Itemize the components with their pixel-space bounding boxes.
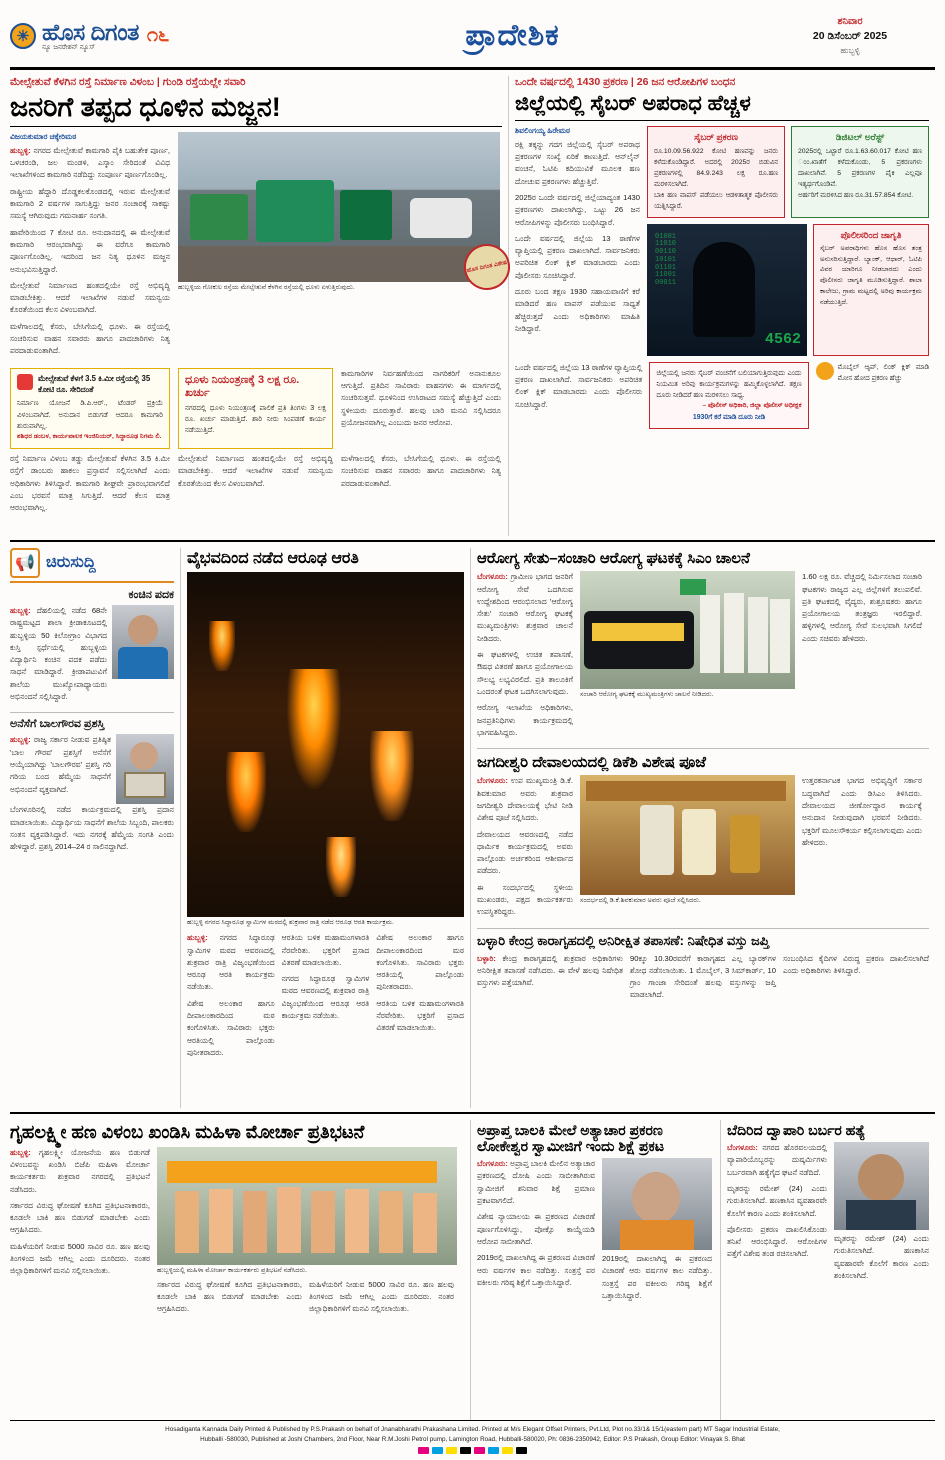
info-box-2: ಧೂಳು ನಿಯಂತ್ರಣಕ್ಕೆ 3 ಲಕ್ಷ ರೂ. ಖರ್ಚು ನಗರದಲ್ಲಿ ಧೂಳು ನಿಯಂತ್ರಣಕ್ಕೆ ಪಾಲಿಕೆ ಪ್ರತಿ ತಿಂಗಳು 3 ಲಕ್ಷ ರೂ. ಖರ್ಚು ಮಾಡುತ್ತಿದೆ. ಶಾರಿ ನೀರು ಸಿಂಪಡಣೆ ಕಾರ್ಯ ನಡೆಯುತ್ತಿದೆ.: [178, 368, 333, 449]
weekday: ಶನಿವಾರ: [837, 15, 863, 27]
swamiji-photo: [602, 1158, 712, 1250]
info-box-1: ಮೇಲ್ಸೇತುವೆ ಕೆಳಗೆ 3.5 ಕಿ.ಮೀ ರಸ್ತೆಯಲ್ಲಿ 35 ಕೋಟಿ ರೂ. ಸೇರಿದಂತೆ ನಿರ್ಮಾಣ ಯೋಜನೆ ಡಿ.ಪಿ.ಆರ್., ಟೆಂಡರ್ ಪ್ರಕ್ರಿಯೆ ವಿಳಂಬವಾಗಿದೆ. ಅನುದಾನ ಬಿಡುಗಡೆ ಆದರೂ ಕಾಮಗಾರಿ ಶುರುವಾಗಿಲ್ಲ. ಶಶಿಧರ ಡಂಬಳ, ಕಾರ್ಯಪಾಲಕ ಇಂಜಿನಿಯರ್, ಸಿದ್ಧಾರೂಢ ನಿಗಮ ಲಿ.: [10, 368, 170, 449]
arathi-caption: ಹುಬ್ಬಳ್ಳಿ ನಗರದ ಸಿದ್ಧಾರೂಢ ಸ್ವಾಮಿಗಳ ಮಠದಲ್ಲಿ ಶುಕ್ರವಾರ ರಾತ್ರಿ ನಡೆದ ಆರೂಢ ಆರತಿ ಕಾರ್ಯಕ್ರಮ.: [187, 919, 394, 927]
arathi-story: ವೈಭವದಿಂದ ನಡೆದ ಆರೂಢ ಆರತಿ ಹುಬ್ಬಳ್ಳಿ ನಗರದ ಸಿದ್ಧಾರೂಢ ಸ್ವಾಮಿಗಳ ಮಠದಲ್ಲಿ ಶುಕ್ರವಾರ ರಾತ್ರಿ ನಡೆದ ಆರೂಢ ಆರತಿ ಕಾರ್ಯಕ್ರಮ. ಹುಬ್ಬಳ್ಳಿ: ನಗರದ ಸಿದ್ಧಾರೂಢ ಸ್ವಾಮಿಗಳ ಮಠದ ಆವರಣದಲ್ಲಿ ಶುಕ್ರವಾರ ರಾತ್ರಿ ವಿಜೃಂಭಣೆಯಿಂದ ಆರೂಢ ಆರತಿ ಕಾರ್ಯಕ್ರಮ ನಡೆಯಿತು. ವಿಶೇಷ ಅಲಂಕಾರ ಹಾಗೂ ದೀಪಾಲಂಕಾರದಿಂದ ಮಠ ಕಂಗೊಳಿಸಿತು. ಸಾವಿರಾರು ಭಕ್ತರು ಆರತಿಯಲ್ಲಿ ಪಾಲ್ಗೊಂಡು ಪುನೀತರಾದರು. ಆರತಿಯ ಬಳಿಕ ಮಹಾಮಂಗಳಾರತಿ ನೆರವೇರಿತು. ಭಕ್ತರಿಗೆ ಪ್ರಸಾದ ವಿತರಣೆ ಮಾಡಲಾಯಿತು. ನಗರದ ಸಿದ್ಧಾರೂಢ ಸ್ವಾಮಿಗಳ ಮಠದ ಆವರಣದಲ್ಲಿ ಶುಕ್ರವಾರ ರಾತ್ರಿ ವಿಜೃಂಭಣೆಯಿಂದ ಆರೂಢ ಆರತಿ ಕಾರ್ಯಕ್ರಮ ನಡೆಯಿತು. ವಿಶೇಷ ಅಲಂಕಾರ ಹಾಗೂ ದೀಪಾಲಂಕಾರದಿಂದ ಮಠ ಕಂಗೊಳಿಸಿತು. ಸಾವಿರಾರು ಭಕ್ತರು ಆರತಿಯಲ್ಲಿ ಪಾಲ್ಗೊಂಡು ಪುನೀತರಾದರು. ಆರತಿಯ ಬಳಿಕ ಮಹಾಮಂಗಳಾರತಿ ನೆರವೇರಿತು. ಭಕ್ತರಿಗೆ ಪ್ರಸಾದ ವಿತರಣೆ ಮಾಡಲಾಯಿತು.: [180, 548, 470, 1108]
temple-photo: [580, 775, 795, 895]
cyber-stat-box-2: ಡಿಜಿಟಲ್ ಅರೆಸ್ಟ್ 2025ರಲ್ಲಿ ಒಟ್ಟಾರೆ ರೂ.1.63.60.017 ಕೋಟಿ ಹಣ ಂಂ.ಖಾತೆಗೆ ಕಳೆದುಕೊಂಡು, 5 ಪ್ರಕರಣಗಳು ದಾಖಲಾಗಿವೆ. 5 ಪ್ರಕರಣಗಳ ಪೈಕಿ ಎಲ್ಲವೂ ಇತ್ಯರ್ಥಗೊಂಡಿವೆ. ಅರ್ಹರಿಗೆ ಮರಳಿಸಿದ ಹಣ ರೂ.31.57.854 ಕೋಟಿ.: [791, 126, 929, 218]
cyber-photo: 01001 11010 00110 10101 01101 11001 00011 4562: [647, 224, 807, 356]
cyber-kicker: ಒಂದೇ ವರ್ಷದಲ್ಲಿ 1430 ಪ್ರಕರಣ | 26 ಜನ ಆರೋಪಿಗಳ ಬಂಧನ: [515, 76, 736, 88]
warning-icon: [816, 362, 834, 380]
special-seal-icon: ಹೊಸ ದಿಗಂತ ವಿಶೇಷ: [460, 240, 515, 295]
arathi-photo: [187, 572, 464, 917]
temple-headline: ಜಗದೀಶ್ವರಿ ದೇವಾಲಯದಲ್ಲಿ ಡಿಕೆಶಿ ವಿಶೇಷ ಪೂಜೆ: [477, 754, 706, 772]
protest-caption: ಹುಬ್ಬಳ್ಳಿಯಲ್ಲಿ ಮಹಿಳಾ ಮೋರ್ಚಾ ಕಾರ್ಯಕರ್ತರು ಪ್ರತಿಭಟನೆ ನಡೆಸಿದರು.: [157, 1266, 307, 1274]
cyber-body: ರಕ್ಷಿ ತಕ್ಕನ್ನು ಗದಗ ಜಿಲ್ಲೆಯಲ್ಲಿ ಸೈಬರ್ ಅಪರಾಧ ಪ್ರಕರಣಗಳ ಸಂಖ್ಯೆ ಏರಿಕೆ ಕಾಣುತ್ತಿದೆ. ಆನ್‌ಲೈನ್ ವಂಚನೆ, ಓಟಿಪಿ ಕದಿಯುವಿಕೆ ಮೂಲಕ ಹಣ ದೋಚುವ ಪ್ರಕರಣಗಳು ಹೆಚ್ಚುತ್ತಿವೆ. 2025ರ ಒಂದೇ ವರ್ಷದಲ್ಲಿ ಜಿಲ್ಲೆಯಾದ್ಯಂತ 1430 ಪ್ರಕರಣಗಳು ದಾಖಲಾಗಿದ್ದು, ಒಟ್ಟು 26 ಜನ ಆರೋಪಿಗಳನ್ನು ಪೊಲೀಸರು ಬಂಧಿಸಿದ್ದಾರೆ. ಒಂದೇ ವರ್ಷದಲ್ಲಿ ಜಿಲ್ಲೆಯ 13 ಠಾಣೆಗಳ ವ್ಯಾಪ್ತಿಯಲ್ಲಿ ಪ್ರಕರಣ ದಾಖಲಾಗಿದೆ. ಸಾರ್ವಜನಿಕರು ಅಪರಿಚಿತ ಲಿಂಕ್ ಕ್ಲಿಕ್ ಮಾಡಬಾರದು ಎಂದು ಪೊಲೀಸರು ಸೂಚಿಸಿದ್ದಾರೆ. ದೂರು ಬಂದ ತಕ್ಷಣ 1930 ಸಹಾಯವಾಣಿಗೆ ಕರೆ ಮಾಡಿದರೆ ಹಣ ವಾಪಸ್ ಪಡೆಯುವ ಸಾಧ್ಯತೆ ಹೆಚ್ಚಿರುತ್ತದೆ ಎಂದು ಅಧಿಕಾರಿಗಳು ಮಾಹಿತಿ ನೀಡಿದ್ದಾರೆ.: [515, 139, 640, 333]
temple-caption: ಸಂದರ್ಭದಲ್ಲಿ ಡಿ.ಕೆ.ಶಿವಕುಮಾರ ಅವರು ಪೂಜೆ ಸಲ್ಲಿಸಿದರು.: [580, 897, 701, 905]
chirusuddi-item-2-extra: ಬೆಂಗಳೂರಿನಲ್ಲಿ ನಡೆದ ಕಾರ್ಯಕ್ರಮದಲ್ಲಿ ಪ್ರಶಸ್ತಿ ಪ್ರದಾನ ಮಾಡಲಾಯಿತು. ವಿದ್ಯಾರ್ಥಿಯ ಸಾಧನೆಗೆ ಶಾಲೆಯ ಸಿಬ್ಬಂದಿ, ಪಾಲಕರು ಸಂತಸ ವ್ಯಕ್ತಪಡಿಸಿದ್ದಾರೆ. ಇದು ನಗರಕ್ಕೆ ಹೆಮ್ಮೆಯ ಸಂಗತಿ ಎಂದು ಹೇಳಿದ್ದಾರೆ. ಪ್ರಶಸ್ತಿ 2014–24 ರ ಸಾಲಿನದ್ದಾಗಿದೆ.: [10, 805, 174, 852]
lead-byline: ವಿಜಯಕುಮಾರ ಚಕ್ಕೇರಿಮಠ: [10, 131, 77, 141]
bottom-band: [10, 1120, 935, 1420]
color-registration-bar: [10, 1447, 935, 1454]
page-number: ೧೬: [146, 24, 170, 46]
lead-body-col1: ಹುಬ್ಬಳ್ಳಿ: ನಗರದ ಮೇಲ್ಸೇತುವೆ ಕಾಮಗಾರಿ ಪೈಕಿ ಬಹುತೇಕ ಪೂರ್ಣ, ಒಳಚರಂಡಿ, ಜಲ ಮಂಡಳಿ, ಎಸ್ಕಾಂ ಸೇರಿದಂತೆ ವಿವಿಧ ಇಲಾಖೆಗಳಿಂದ ಕಾಮಗಾರಿ ನಡೆದಿದ್ದು ಸಂಪೂರ್ಣ ಪೂರ್ಣಗೊಂಡಿಲ್ಲ. ರಾಷ್ಟ್ರೀಯ ಹೆದ್ದಾರಿ ದೊಡ್ಡಕಲಕೊಂಡದಲ್ಲಿ ಇರುವ ಮೇಲ್ಸೇತುವೆ ಕಾಮಗಾರಿ 2 ವರ್ಷಗಳ ಸಾಗುತ್ತಿದ್ದು ಜನರ ಸಂಚಾರಕ್ಕೆ ಸಾಕಷ್ಟು ಸಮಸ್ಯೆ ಆಗಿರುವುದು ಗಮನಾರ್ಹ ಸಂಗತಿ. ಹಾವೇರಿಯಿಂದ 7 ಕೋಟಿ ರೂ. ಅನುದಾನದಲ್ಲಿ ಈ ಮೇಲ್ಸೇತುವೆ ಕಾಮಗಾರಿ ಆರಂಭವಾಗಿದ್ದು ಈ ವರೆಗೂ ಕಾಮಗಾರಿ ಪೂರ್ಣಗೊಂಡಿಲ್ಲ. ಇದರಿಂದ ಜನ ನಿತ್ಯ ಧೂಳಿನ ಮಜ್ಜನ ಅನುಭವಿಸುತ್ತಿದ್ದಾರೆ. ಮೇಲ್ಸೇತುವೆ ನಿರ್ಮಾಣದ ಹಂತದಲ್ಲಿಯೇ ರಸ್ತೆ ಅಭಿವೃದ್ಧಿ ಮಾಡಬೇಕಿತ್ತು. ಆದರೆ ಇಲಾಖೆಗಳ ನಡುವೆ ಸಮನ್ವಯ ಕೊರತೆಯಿಂದ ಕೆಲಸ ವಿಳಂಬವಾಗಿದೆ. ಮಳೆಗಾಲದಲ್ಲಿ ಕೆಸರು, ಬೇಸಿಗೆಯಲ್ಲಿ ಧೂಳು. ಈ ರಸ್ತೆಯಲ್ಲಿ ಸಂಚರಿಸುವ ವಾಹನ ಸವಾರರು ಹಾಗೂ ಪಾದಚಾರಿಗಳು ನಿತ್ಯ ಪರದಾಡುವಂತಾಗಿದೆ.: [10, 145, 170, 356]
cyber-extra-col: ಒಂದೇ ವರ್ಷದಲ್ಲಿ ಜಿಲ್ಲೆಯ 13 ಠಾಣೆಗಳ ವ್ಯಾಪ್ತಿಯಲ್ಲಿ ಪ್ರಕರಣ ದಾಖಲಾಗಿದೆ. ಸಾರ್ವಜನಿಕರು ಅಪರಿಚಿತ ಲಿಂಕ್ ಕ್ಲಿಕ್ ಮಾಡಬಾರದು ಎಂದು ಪೊಲೀಸರು ಸೂಚಿಸಿದ್ದಾರೆ.: [515, 362, 643, 409]
date-block: [765, 15, 935, 57]
lokesh-headline: ಅಪ್ರಾಪ್ತ ಬಾಲಕಿ ಮೇಲೆ ಅತ್ಯಾಚಾರ ಪ್ರಕರಣ ಲೋಕೇಶ್ವರ ಸ್ವಾಮೀಜಿಗೆ ಇಂದು ಶಿಕ್ಷೆ ಪ್ರಕಟ: [477, 1122, 665, 1155]
footer-line-1: Hosadiganta Kannada Daily Printed & Published by P.S.Prakash on behalf of Jnanabharathi Prakashana Limited. Printed at M/s Elegant Offset Printers, Pvt.Ltd, Plot no.33/1& 15/1(eastern part) MT Sagar Industrial Estate,: [165, 1426, 780, 1434]
megaphone-icon: 📢: [10, 548, 40, 578]
top-band: [10, 76, 935, 536]
cyber-quote-box: ಜಿಲ್ಲೆಯಲ್ಲಿ ಜನರು ಸೈಬರ್ ವಂಚನೆಗೆ ಬಲಿಯಾಗುತ್ತಿರುವುದು ಎಂದು ನಿಯಮಿತ ಅರಿವು ಕಾರ್ಯಕ್ರಮಗಳನ್ನು ಹಮ್ಮಿಕೊಳ್ಳಲಾಗಿದೆ. ತಕ್ಷಣ ದೂರು ನೀಡಿದರೆ ಹಣ ಮರಳಿಸಲು ಸಾಧ್ಯ. – ಪೊಲೀಸ್ ಅಧಿಕಾರಿ, ಜಿಲ್ಲಾ ಪೊಲೀಸ್ ಅಧೀಕ್ಷಕ 1930ಗೆ ಕರೆ ಮಾಡಿ ದೂರು ನೀಡಿ: [649, 362, 808, 429]
chirusuddi-column: [10, 548, 180, 1108]
athlete-photo: [112, 605, 174, 679]
health-side-text: 1.60 ಲಕ್ಷ ರೂ. ವೆಚ್ಚದಲ್ಲಿ ನಿರ್ಮಿಸಲಾದ ಸಂಚಾರಿ ಘಟಕಗಳು ರಾಜ್ಯದ ಎಲ್ಲ ಜಿಲ್ಲೆಗಳಿಗೆ ತಲುಪಲಿವೆ. ಪ್ರತಿ ಘಟಕದಲ್ಲಿ ವೈದ್ಯರು, ಶುಶ್ರೂಷಕರು ಹಾಗೂ ಪ್ರಯೋಗಾಲಯ ತಂತ್ರಜ್ಞರು ಇರಲಿದ್ದಾರೆ. ಹಳ್ಳಿಗಳಲ್ಲಿ ಆರೋಗ್ಯ ಸೇವೆ ಸುಲಭವಾಗಿ ಸಿಗಲಿದೆ ಎಂದು ಸಚಿವರು ಹೇಳಿದರು.: [802, 572, 922, 643]
sun-logo-icon: ☀: [10, 23, 36, 49]
award-photo: [116, 734, 174, 804]
cyber-story: [508, 76, 935, 536]
temple-story: ಜಗದೀಶ್ವರಿ ದೇವಾಲಯದಲ್ಲಿ ಡಿಕೆಶಿ ವಿಶೇಷ ಪೂಜೆ ಬೆಂಗಳೂರು: ಉಪ ಮುಖ್ಯಮಂತ್ರಿ ಡಿ.ಕೆ. ಶಿವಕುಮಾರ ಅವರು ಶುಕ್ರವಾರ ಜಗದೀಶ್ವರಿ ದೇವಾಲಯಕ್ಕೆ ಭೇಟಿ ನೀಡಿ ವಿಶೇಷ ಪೂಜೆ ಸಲ್ಲಿಸಿದರು. ದೇವಾಲಯದ ಆವರಣದಲ್ಲಿ ನಡೆದ ಧಾರ್ಮಿಕ ಕಾರ್ಯಕ್ರಮದಲ್ಲಿ ಅವರು ಪಾಲ್ಗೊಂಡು ಅರ್ಚಕರಿಂದ ಆಶೀರ್ವಾದ ಪಡೆದರು. ಈ ಸಂದರ್ಭದಲ್ಲಿ ಸ್ಥಳೀಯ ಮುಖಂಡರು, ಪಕ್ಷದ ಕಾರ್ಯಕರ್ತರು ಉಪಸ್ಥಿತರಿದ್ದರು. ಸಂದರ್ಭದಲ್ಲಿ ಡಿ.ಕೆ.ಶಿವಕುಮಾರ ಅವರು ಪೂಜೆ ಸಲ್ಲಿಸಿದರು. ಉತ್ತರಕರ್ನಾಟಕ ಭಾಗದ ಅಭಿವೃದ್ಧಿಗೆ ಸರ್ಕಾರ ಬದ್ಧವಾಗಿದೆ ಎಂದು ಡಿಸಿಎಂ ತಿಳಿಸಿದರು. ದೇವಾಲಯದ ಜೀರ್ಣೋದ್ಧಾರ ಕಾರ್ಯಕ್ಕೆ ಅನುದಾನ ನೀಡುವುದಾಗಿ ಭರವಸೆ ನೀಡಿದರು. ಭಕ್ತರಿಗೆ ಮೂಲಸೌಕರ್ಯ ಕಲ್ಪಿಸಲಾಗುವುದು ಎಂದು ಹೇಳಿದರು.: [477, 754, 929, 923]
lead-story: [10, 76, 508, 536]
newspaper-logo[interactable]: [10, 18, 260, 51]
chirusuddi-item-1: ಕಂಚಿನ ಪದಕ ಹುಬ್ಬಳ್ಳಿ: ದೆಹಲಿಯಲ್ಲಿ ನಡೆದ 68ನೇ ರಾಷ್ಟ್ರಮಟ್ಟದ ಶಾಲಾ ಕ್ರೀಡಾಕೂಟದಲ್ಲಿ ಹುಬ್ಬಳ್ಳಿಯ 50 ಕಿಲೋಗ್ರಾಂ ವಿಭಾಗದ ಕುಸ್ತಿ ಸ್ಪರ್ಧೆಯಲ್ಲಿ ಹುಬ್ಬಳ್ಳಿಯ ವಿದ್ಯಾರ್ಥಿನಿ ಕಂಚಿನ ಪದಕ ಪಡೆದು ಸಾಧನೆ ಮಾಡಿದ್ದಾರೆ. ಕ್ರೀಡಾಪಟುವಿಗೆ ಶಾಲೆಯ ಮುಖ್ಯೋಪಾಧ್ಯಾಯರು ಅಭಿನಂದನೆ ಸಲ್ಲಿಸಿದ್ದಾರೆ.: [10, 589, 174, 702]
thief-headline: ಬೆದಿರಿದ ದ್ವಾಪಾರಿ ಬರ್ಬರ ಹತ್ಯೆ: [727, 1122, 866, 1138]
footer-line-2: Hubballi -580030, Published at Joshi Chambers, 2nd Floor, Near R.M.Joshi Petrol pump, Lamington Road, Hubballi-580020, Ph: 0836-2350942, Editor: P.S Prakash, Group Editor: Vinayak S. Bhat: [200, 1435, 745, 1443]
logo-title: ಹೊಸ ದಿಗಂತ: [42, 18, 139, 45]
lead-kicker: ಮೇಲ್ಸೇತುವೆ ಕೆಳಗಿನ ರಸ್ತೆ ನಿರ್ಮಾಣ ವಿಳಂಬ | ಗುಂಡಿ ರಸ್ತೆಯಲ್ಲೇ ಸವಾರಿ: [10, 76, 246, 88]
lead-subcol-2: ರಸ್ತೆ ನಿರ್ಮಾಣ ವಿಳಂಬ ತಡ್ಡು ಮೇಲ್ಸೇತುವೆ ಕೆಳಗಿನ 3.5 ಕಿ.ಮೀ ರಸ್ತೆಗೆ ಡಾಂಬರು ಹಾಕಲು ಪ್ರಸ್ತಾವನೆ ಸಲ್ಲಿಸಲಾಗಿದೆ ಎಂದು ಅಧಿಕಾರಿಗಳು ತಿಳಿಸಿದ್ದಾರೆ. ಕಾಮಗಾರಿ ಶೀಘ್ರವೇ ಪ್ರಾರಂಭವಾಗಲಿದೆ ಎಂಬ ಭರವಸೆ ಮಾತ್ರ ಸಿಗುತ್ತಿದೆ. ಆದರೆ ಕೆಲಸ ಮಾತ್ರ ಆರಂಭವಾಗಿಲ್ಲ.: [10, 454, 170, 513]
logo-subtitle: ನ್ಯೂ ಜನರೇಶನ್ ನ್ಯೂಸ್: [42, 43, 96, 51]
lokesh-story: ಅಪ್ರಾಪ್ತ ಬಾಲಕಿ ಮೇಲೆ ಅತ್ಯಾಚಾರ ಪ್ರಕರಣ ಲೋಕೇಶ್ವರ ಸ್ವಾಮೀಜಿಗೆ ಇಂದು ಶಿಕ್ಷೆ ಪ್ರಕಟ ಬೆಂಗಳೂರು: ಅಪ್ರಾಪ್ತ ಬಾಲಕಿ ಮೇಲಿನ ಅತ್ಯಾಚಾರ ಪ್ರಕರಣದಲ್ಲಿ ದೋಷಿ ಎಂದು ಸಾಬೀತಾಗಿರುವ ಸ್ವಾಮೀಜಿಗೆ ಶನಿವಾರ ಶಿಕ್ಷೆ ಪ್ರಮಾಣ ಪ್ರಕಟವಾಗಲಿದೆ. ವಿಶೇಷ ನ್ಯಾಯಾಲಯ ಈ ಪ್ರಕರಣದ ವಿಚಾರಣೆ ಪೂರ್ಣಗೊಳಿಸಿದ್ದು, ಪೋಕ್ಸೊ ಕಾಯ್ದೆಯಡಿ ಆರೋಪ ಸಾಬೀತಾಗಿದೆ. 2019ರಲ್ಲಿ ದಾಖಲಾಗಿದ್ದ ಈ ಪ್ರಕರಣದ ವಿಚಾರಣೆ ಆರು ವರ್ಷಗಳ ಕಾಲ ನಡೆದಿತ್ತು. ಸಂತ್ರಸ್ತೆ ಪರ ವಕೀಲರು ಗರಿಷ್ಠ ಶಿಕ್ಷೆಗೆ ಒತ್ತಾಯಿಸಿದ್ದಾರೆ. 2019ರಲ್ಲಿ ದಾಖಲಾಗಿದ್ದ ಈ ಪ್ರಕರಣದ ವಿಚಾರಣೆ ಆರು ವರ್ಷಗಳ ಕಾಲ ನಡೆದಿತ್ತು. ಸಂತ್ರಸ್ತೆ ಪರ ವಕೀಲರು ಗರಿಷ್ಠ ಶಿಕ್ಷೆಗೆ ಒತ್ತಾಯಿಸಿದ್ದಾರೆ.: [470, 1120, 720, 1420]
lead-headline: ಜನರಿಗೆ ತಪ್ಪದ ಧೂಳಿನ ಮಜ್ಜನ!: [10, 91, 281, 122]
cyber-headline: ಜಿಲ್ಲೆಯಲ್ಲಿ ಸೈಬರ್ ಅಪರಾಧ ಹೆಚ್ಚಳ: [515, 91, 751, 115]
lead-subcol-1: ಕಾಮಗಾರಿಗಳ ನಿರ್ವಹಣೆಯಿಂದ ನಾಗರಿಕರಿಗೆ ಅನಾನುಕೂಲ ಆಗುತ್ತಿದೆ. ಪ್ರತಿದಿನ ಸಾವಿರಾರು ವಾಹನಗಳು ಈ ಮಾರ್ಗದಲ್ಲಿ ಸಂಚರಿಸುತ್ತವೆ. ಧೂಳಿನಿಂದ ಉಸಿರಾಟದ ಸಮಸ್ಯೆ ಹೆಚ್ಚುತ್ತಿದೆ ಎಂದು ಸ್ಥಳೀಯರು ದೂರುತ್ತಾರೆ. ಹಲವು ಬಾರಿ ಮನವಿ ಸಲ್ಲಿಸಿದರೂ ಪ್ರಯೋಜನವಾಗಿಲ್ಲ ಎಂಬುದು ಜನರ ಆರೋಪ.: [341, 368, 501, 427]
lead-dateline: ಹುಬ್ಬಳ್ಳಿ:: [10, 145, 31, 155]
date: 20 ಡಿಸೆಂಬರ್ 2025: [812, 29, 888, 42]
thief-story: ಬೆದಿರಿದ ದ್ವಾಪಾರಿ ಬರ್ಬರ ಹತ್ಯೆ ಬೆಂಗಳೂರು: ನಗರದ ಹೊರವಲಯದಲ್ಲಿ ವ್ಯಾಪಾರಿಯೊಬ್ಬರನ್ನು ದುಷ್ಕರ್ಮಿಗಳು ಬರ್ಬರವಾಗಿ ಹತ್ಯೆಗೈದ ಘಟನೆ ನಡೆದಿದೆ. ಮೃತರನ್ನು ರಮೇಶ್ (24) ಎಂದು ಗುರುತಿಸಲಾಗಿದೆ. ಹಣಕಾಸಿನ ವ್ಯವಹಾರವೇ ಕೊಲೆಗೆ ಕಾರಣ ಎಂದು ಶಂಕಿಸಲಾಗಿದೆ. ಪೊಲೀಸರು ಪ್ರಕರಣ ದಾಖಲಿಸಿಕೊಂಡು ತನಿಖೆ ಆರಂಭಿಸಿದ್ದಾರೆ. ಆರೋಪಿಗಳ ಪತ್ತೆಗೆ ವಿಶೇಷ ತಂಡ ರಚಿಸಲಾಗಿದೆ. ಮೃತರನ್ನು ರಮೇಶ್ (24) ಎಂದು ಗುರುತಿಸಲಾಗಿದೆ. ಹಣಕಾಸಿನ ವ್ಯವಹಾರವೇ ಕೊಲೆಗೆ ಕಾರಣ ಎಂದು ಶಂಕಿಸಲಾಗಿದೆ.: [720, 1120, 935, 1420]
page-footer: [10, 1420, 935, 1454]
right-middle-stack: [470, 548, 935, 1108]
victim-photo: [834, 1142, 929, 1230]
chirusuddi-item-2: ಅನೆಸೆಗೆ ಬಾಲಗೌರವ ಪ್ರಶಸ್ತಿ ಹುಬ್ಬಳ್ಳಿ: ರಾಜ್ಯ ಸರ್ಕಾರ ನೀಡುವ ಪ್ರತಿಷ್ಠಿತ 'ಬಾಲ ಗೌರವ' ಪ್ರಶಸ್ತಿಗೆ ಅನೆಸೆಗೆ ಆಯ್ಕೆಯಾಗಿದ್ದು 'ಬಾಲಗೌರವ' ಪ್ರಶಸ್ತಿ ಗರಿ ಗರಿಯ ಬಂದ ಹೆಮ್ಮೆಯ ಸಾಧನೆಗೆ ಅಭಿನಂದನೆ ವ್ಯಕ್ತವಾಗಿದೆ. ಬೆಂಗಳೂರಿನಲ್ಲಿ ನಡೆದ ಕಾರ್ಯಕ್ರಮದಲ್ಲಿ ಪ್ರಶಸ್ತಿ ಪ್ರದಾನ ಮಾಡಲಾಯಿತು. ವಿದ್ಯಾರ್ಥಿಯ ಸಾಧನೆಗೆ ಶಾಲೆಯ ಸಿಬ್ಬಂದಿ, ಪಾಲಕರು ಸಂತಸ ವ್ಯಕ್ತಪಡಿಸಿದ್ದಾರೆ. ಇದು ನಗರಕ್ಕೆ ಹೆಮ್ಮೆಯ ಸಂಗತಿ ಎಂದು ಹೇಳಿದ್ದಾರೆ. ಪ್ರಶಸ್ತಿ 2014–24 ರ ಸಾಲಿನದ್ದಾಗಿದೆ.: [10, 718, 174, 853]
jail-headline: ಬಳ್ಳಾರಿ ಕೇಂದ್ರ ಕಾರಾಗೃಹದಲ್ಲಿ ಅನಿರೀಕ್ಷಿತ ತಪಾಸಣೆ: ನಿಷೇಧಿತ ವಸ್ತು ಜಪ್ತಿ: [477, 932, 770, 948]
alert-icon: [17, 374, 33, 390]
jail-story: ಬಳ್ಳಾರಿ ಕೇಂದ್ರ ಕಾರಾಗೃಹದಲ್ಲಿ ಅನಿರೀಕ್ಷಿತ ತಪಾಸಣೆ: ನಿಷೇಧಿತ ವಸ್ತು ಜಪ್ತಿ ಬಳ್ಳಾರಿ: ಕೇಂದ್ರ ಕಾರಾಗೃಹದಲ್ಲಿ ಶುಕ್ರವಾರ ಅಧಿಕಾರಿಗಳು ಅನಿರೀಕ್ಷಿತ ತಪಾಸಣೆ ನಡೆಸಿದರು. ಈ ವೇಳೆ ಹಲವು ನಿಷೇಧಿತ ವಸ್ತುಗಳು ಪತ್ತೆಯಾಗಿವೆ. 90ಕ್ಕೂ 10.30ರವರೆಗೆ ಕಾರಾಗೃಹದ ಎಲ್ಲ ಬ್ಯಾರಕ್‌ಗಳ ಶೋಧ ನಡೆಸಲಾಯಿತು. 1 ಮೊಬೈಲ್, 3 ಸಿಮ್‌ಕಾರ್ಡ್, 10 ಗ್ರಾಂ ಗಾಂಜಾ ಸೇರಿದಂತೆ ಹಲವು ವಸ್ತುಗಳನ್ನು ಜಪ್ತಿ ಮಾಡಲಾಗಿದೆ. ಸಂಬಂಧಿಸಿದ ಕೈದಿಗಳ ವಿರುದ್ಧ ಪ್ರಕರಣ ದಾಖಲಿಸಲಾಗಿದೆ ಎಂದು ಅಧಿಕಾರಿಗಳು ತಿಳಿಸಿದ್ದಾರೆ.: [477, 932, 929, 1000]
temple-side-text: ಉತ್ತರಕರ್ನಾಟಕ ಭಾಗದ ಅಭಿವೃದ್ಧಿಗೆ ಸರ್ಕಾರ ಬದ್ಧವಾಗಿದೆ ಎಂದು ಡಿಸಿಎಂ ತಿಳಿಸಿದರು. ದೇವಾಲಯದ ಜೀರ್ಣೋದ್ಧಾರ ಕಾರ್ಯಕ್ಕೆ ಅನುದಾನ ನೀಡುವುದಾಗಿ ಭರವಸೆ ನೀಡಿದರು. ಭಕ್ತರಿಗೆ ಮೂಲಸೌಕರ್ಯ ಕಲ್ಪಿಸಲಾಗುವುದು ಎಂದು ಹೇಳಿದರು.: [802, 776, 922, 847]
health-photo: [580, 571, 795, 689]
cyber-byline: ಶಿವಲಿಂಗಯ್ಯ ಹಿರೇಮಠ: [515, 125, 570, 135]
protest-photo: [157, 1147, 457, 1265]
chirusuddi-header: 📢 ಚಿರುಸುದ್ದಿ: [10, 548, 174, 583]
health-headline: ಆರೋಗ್ಯ ಸೇತು–ಸಂಚಾರಿ ಆರೋಗ್ಯ ಘಟಕಕ್ಕೆ ಸಿಎಂ ಚಾಲನೆ: [477, 550, 750, 567]
cyber-side-card: ಮೊಬೈಲ್ ಆ್ಯಪ್, ಲಿಂಕ್ ಕ್ಲಿಕ್ ಮಾಡಿ ಮೋಸ ಹೋದ ಪ್ರಕರಣ ಹೆಚ್ಚು: [816, 362, 929, 429]
masthead: [10, 8, 935, 70]
health-caption: ಸಂಚಾರಿ ಆರೋಗ್ಯ ಘಟಕಕ್ಕೆ ಮುಖ್ಯಮಂತ್ರಿಗಳು ಚಾಲನೆ ನೀಡಿದರು.: [580, 691, 714, 699]
cyber-stat-box-1: ಸೈಬರ್ ಪ್ರಕರಣ ರೂ.10.09.56.922 ಕೋಟಿ ಹಣವನ್ನು ಜನರು ಕಳೆದುಕೊಂಡಿದ್ದಾರೆ. ಅದರಲ್ಲಿ 2025ರ ಬಿಡುವಿನ ಪ್ರಕರಣಗಳಲ್ಲಿ 84.9.243 ಲಕ್ಷ ರೂ.ಹಣ ಮರಳಿಸಲಾಗಿದೆ. ಬಾಕಿ ಹಣ ವಾಪಸ್ ಪಡೆಯಲು ಆಡಳಿತಾತ್ಮಕ ಪೊಲೀಸರು ಯತ್ನಿಸಿದ್ದಾರೆ.: [647, 126, 785, 218]
section-title: ಪ್ರಾದೇಶಿಕ: [465, 18, 560, 52]
lead-photo: [178, 132, 500, 282]
lead-subcol-3: ಮೇಲ್ಸೇತುವೆ ನಿರ್ಮಾಣದ ಹಂತದಲ್ಲಿಯೇ ರಸ್ತೆ ಅಭಿವೃದ್ಧಿ ಮಾಡಬೇಕಿತ್ತು. ಆದರೆ ಇಲಾಖೆಗಳ ನಡುವೆ ಸಮನ್ವಯ ಕೊರತೆಯಿಂದ ಕೆಲಸ ವಿಳಂಬವಾಗಿದೆ.: [178, 454, 333, 488]
health-story: ಆರೋಗ್ಯ ಸೇತು–ಸಂಚಾರಿ ಆರೋಗ್ಯ ಘಟಕಕ್ಕೆ ಸಿಎಂ ಚಾಲನೆ ಬೆಂಗಳೂರು: ಗ್ರಾಮೀಣ ಭಾಗದ ಜನರಿಗೆ ಆರೋಗ್ಯ ಸೇವೆ ಒದಗಿಸುವ ಉದ್ದೇಶದಿಂದ ಆರಂಭಿಸಲಾದ 'ಆರೋಗ್ಯ ಸೇತು' ಸಂಚಾರಿ ಆರೋಗ್ಯ ಘಟಕಕ್ಕೆ ಮುಖ್ಯಮಂತ್ರಿಗಳು ಶುಕ್ರವಾರ ಚಾಲನೆ ನೀಡಿದರು. ಈ ಘಟಕಗಳಲ್ಲಿ ಉಚಿತ ತಪಾಸಣೆ, ಔಷಧ ವಿತರಣೆ ಹಾಗೂ ಪ್ರಯೋಗಾಲಯ ಸೌಲಭ್ಯ ಲಭ್ಯವಿರಲಿದೆ. ಪ್ರತಿ ತಾಲೂಕಿಗೆ ಒಂದರಂತೆ ಘಟಕ ಒದಗಿಸಲಾಗುವುದು. ಆರೋಗ್ಯ ಇಲಾಖೆಯ ಅಧಿಕಾರಿಗಳು, ಜನಪ್ರತಿನಿಧಿಗಳು ಕಾರ್ಯಕ್ರಮದಲ್ಲಿ ಭಾಗವಹಿಸಿದ್ದರು. ಸಂಚಾರಿ ಆರೋಗ್ಯ ಘಟಕಕ್ಕೆ ಮುಖ್ಯಮಂತ್ರಿಗಳು ಚಾಲನೆ ನೀಡಿದರು. 1.60 ಲಕ್ಷ ರೂ. ವೆಚ್ಚದಲ್ಲಿ ನಿರ್ಮಿಸಲಾದ ಸಂಚಾರಿ ಘಟಕಗಳು ರಾಜ್ಯದ ಎಲ್ಲ ಜಿಲ್ಲೆಗಳಿಗೆ ತಲುಪಲಿವೆ. ಪ್ರತಿ ಘಟಕದಲ್ಲಿ ವೈದ್ಯರು, ಶುಶ್ರೂಷಕರು ಹಾಗೂ ಪ್ರಯೋಗಾಲಯ ತಂತ್ರಜ್ಞರು ಇರಲಿದ್ದಾರೆ. ಹಳ್ಳಿಗಳಲ್ಲಿ ಆರೋಗ್ಯ ಸೇವೆ ಸುಲಭವಾಗಿ ಸಿಗಲಿದೆ ಎಂದು ಸಚಿವರು ಹೇಳಿದರು.: [477, 550, 929, 743]
edition-place: ಹುಬ್ಬಳ್ಳಿ: [840, 45, 860, 55]
middle-band: [10, 548, 935, 1108]
arathi-headline: ವೈಭವದಿಂದ ನಡೆದ ಆರೂಢ ಆರತಿ: [187, 550, 359, 567]
protest-headline: ಗೃಹಲಕ್ಷ್ಮೀ ಹಣ ವಿಳಂಬ ಖಂಡಿಸಿ ಮಹಿಳಾ ಮೋರ್ಚಾ ಪ್ರತಿಭಟನೆ: [10, 1122, 365, 1142]
protest-story: ಗೃಹಲಕ್ಷ್ಮೀ ಹಣ ವಿಳಂಬ ಖಂಡಿಸಿ ಮಹಿಳಾ ಮೋರ್ಚಾ ಪ್ರತಿಭಟನೆ ಹುಬ್ಬಳ್ಳಿ: ಗೃಹಲಕ್ಷ್ಮೀ ಯೋಜನೆಯ ಹಣ ಬಿಡುಗಡೆ ವಿಳಂಬವನ್ನು ಖಂಡಿಸಿ ಬಿಜೆಪಿ ಮಹಿಳಾ ಮೋರ್ಚಾ ಕಾರ್ಯಕರ್ತರು ಶುಕ್ರವಾರ ನಗರದಲ್ಲಿ ಪ್ರತಿಭಟನೆ ನಡೆಸಿದರು. ಸರ್ಕಾರದ ವಿರುದ್ಧ ಘೋಷಣೆ ಕೂಗಿದ ಪ್ರತಿಭಟನಾಕಾರರು, ಕೂಡಲೇ ಬಾಕಿ ಹಣ ಬಿಡುಗಡೆ ಮಾಡಬೇಕು ಎಂದು ಆಗ್ರಹಿಸಿದರು. ಮಹಿಳೆಯರಿಗೆ ನೀಡುವ 5000 ಸಾವಿರ ರೂ. ಹಣ ಹಲವು ತಿಂಗಳಿಂದ ಜಮೆ ಆಗಿಲ್ಲ ಎಂದು ದೂರಿದರು. ನಂತರ ಜಿಲ್ಲಾಧಿಕಾರಿಗಳಿಗೆ ಮನವಿ ಸಲ್ಲಿಸಲಾಯಿತು. ಹುಬ್ಬಳ್ಳಿಯಲ್ಲಿ ಮಹಿಳಾ ಮೋರ್ಚಾ ಕಾರ್ಯಕರ್ತರು ಪ್ರತಿಭಟನೆ ನಡೆಸಿದರು. ಸರ್ಕಾರದ ವಿರುದ್ಧ ಘೋಷಣೆ ಕೂಗಿದ ಪ್ರತಿಭಟನಾಕಾರರು, ಕೂಡಲೇ ಬಾಕಿ ಹಣ ಬಿಡುಗಡೆ ಮಾಡಬೇಕು ಎಂದು ಆಗ್ರಹಿಸಿದರು. ಮಹಿಳೆಯರಿಗೆ ನೀಡುವ 5000 ಸಾವಿರ ರೂ. ಹಣ ಹಲವು ತಿಂಗಳಿಂದ ಜಮೆ ಆಗಿಲ್ಲ ಎಂದು ದೂರಿದರು. ನಂತರ ಜಿಲ್ಲಾಧಿಕಾರಿಗಳಿಗೆ ಮನವಿ ಸಲ್ಲಿಸಲಾಯಿತು.: [10, 1120, 470, 1420]
lead-subcol-4: ಮಳೆಗಾಲದಲ್ಲಿ ಕೆಸರು, ಬೇಸಿಗೆಯಲ್ಲಿ ಧೂಳು. ಈ ರಸ್ತೆಯಲ್ಲಿ ಸಂಚರಿಸುವ ವಾಹನ ಸವಾರರು ಹಾಗೂ ಪಾದಚಾರಿಗಳು ನಿತ್ಯ ಪರದಾಡುವಂತಾಗಿದೆ.: [341, 454, 501, 488]
police-awareness-box: ಪೊಲೀಸರಿಂದ ಜಾಗೃತಿ ಸೈಬರ್ ಅಪರಾಧಿಗಳು ಹೊಸ ಹೊಸ ತಂತ್ರ ಅನುಸರಿಸುತ್ತಿದ್ದಾರೆ. ಬ್ಯಾಂಕ್, ಆಧಾರ್, ಓಟಿಪಿ ವಿವರ ಯಾರಿಗೂ ನೀಡಬಾರದು ಎಂದು ಪೊಲೀಸರು ಜಾಗೃತಿ ಮೂಡಿಸುತ್ತಿದ್ದಾರೆ. ಶಾಲಾ ಕಾಲೇಜು, ಗ್ರಾಮ ಮಟ್ಟದಲ್ಲಿ ಅರಿವು ಕಾರ್ಯಕ್ರಮ ನಡೆಯುತ್ತಿದೆ.: [813, 224, 929, 356]
lead-photo-caption: ಹುಬ್ಬಳ್ಳಿಯ ಗೋಕುಲ ರಸ್ತೆಯ ಮೇಲ್ಸೇತುವೆ ಕೆಳಗಿನ ರಸ್ತೆಯಲ್ಲಿ ಧೂಳು ಏಳುತ್ತಿರುವುದು.: [178, 283, 355, 291]
